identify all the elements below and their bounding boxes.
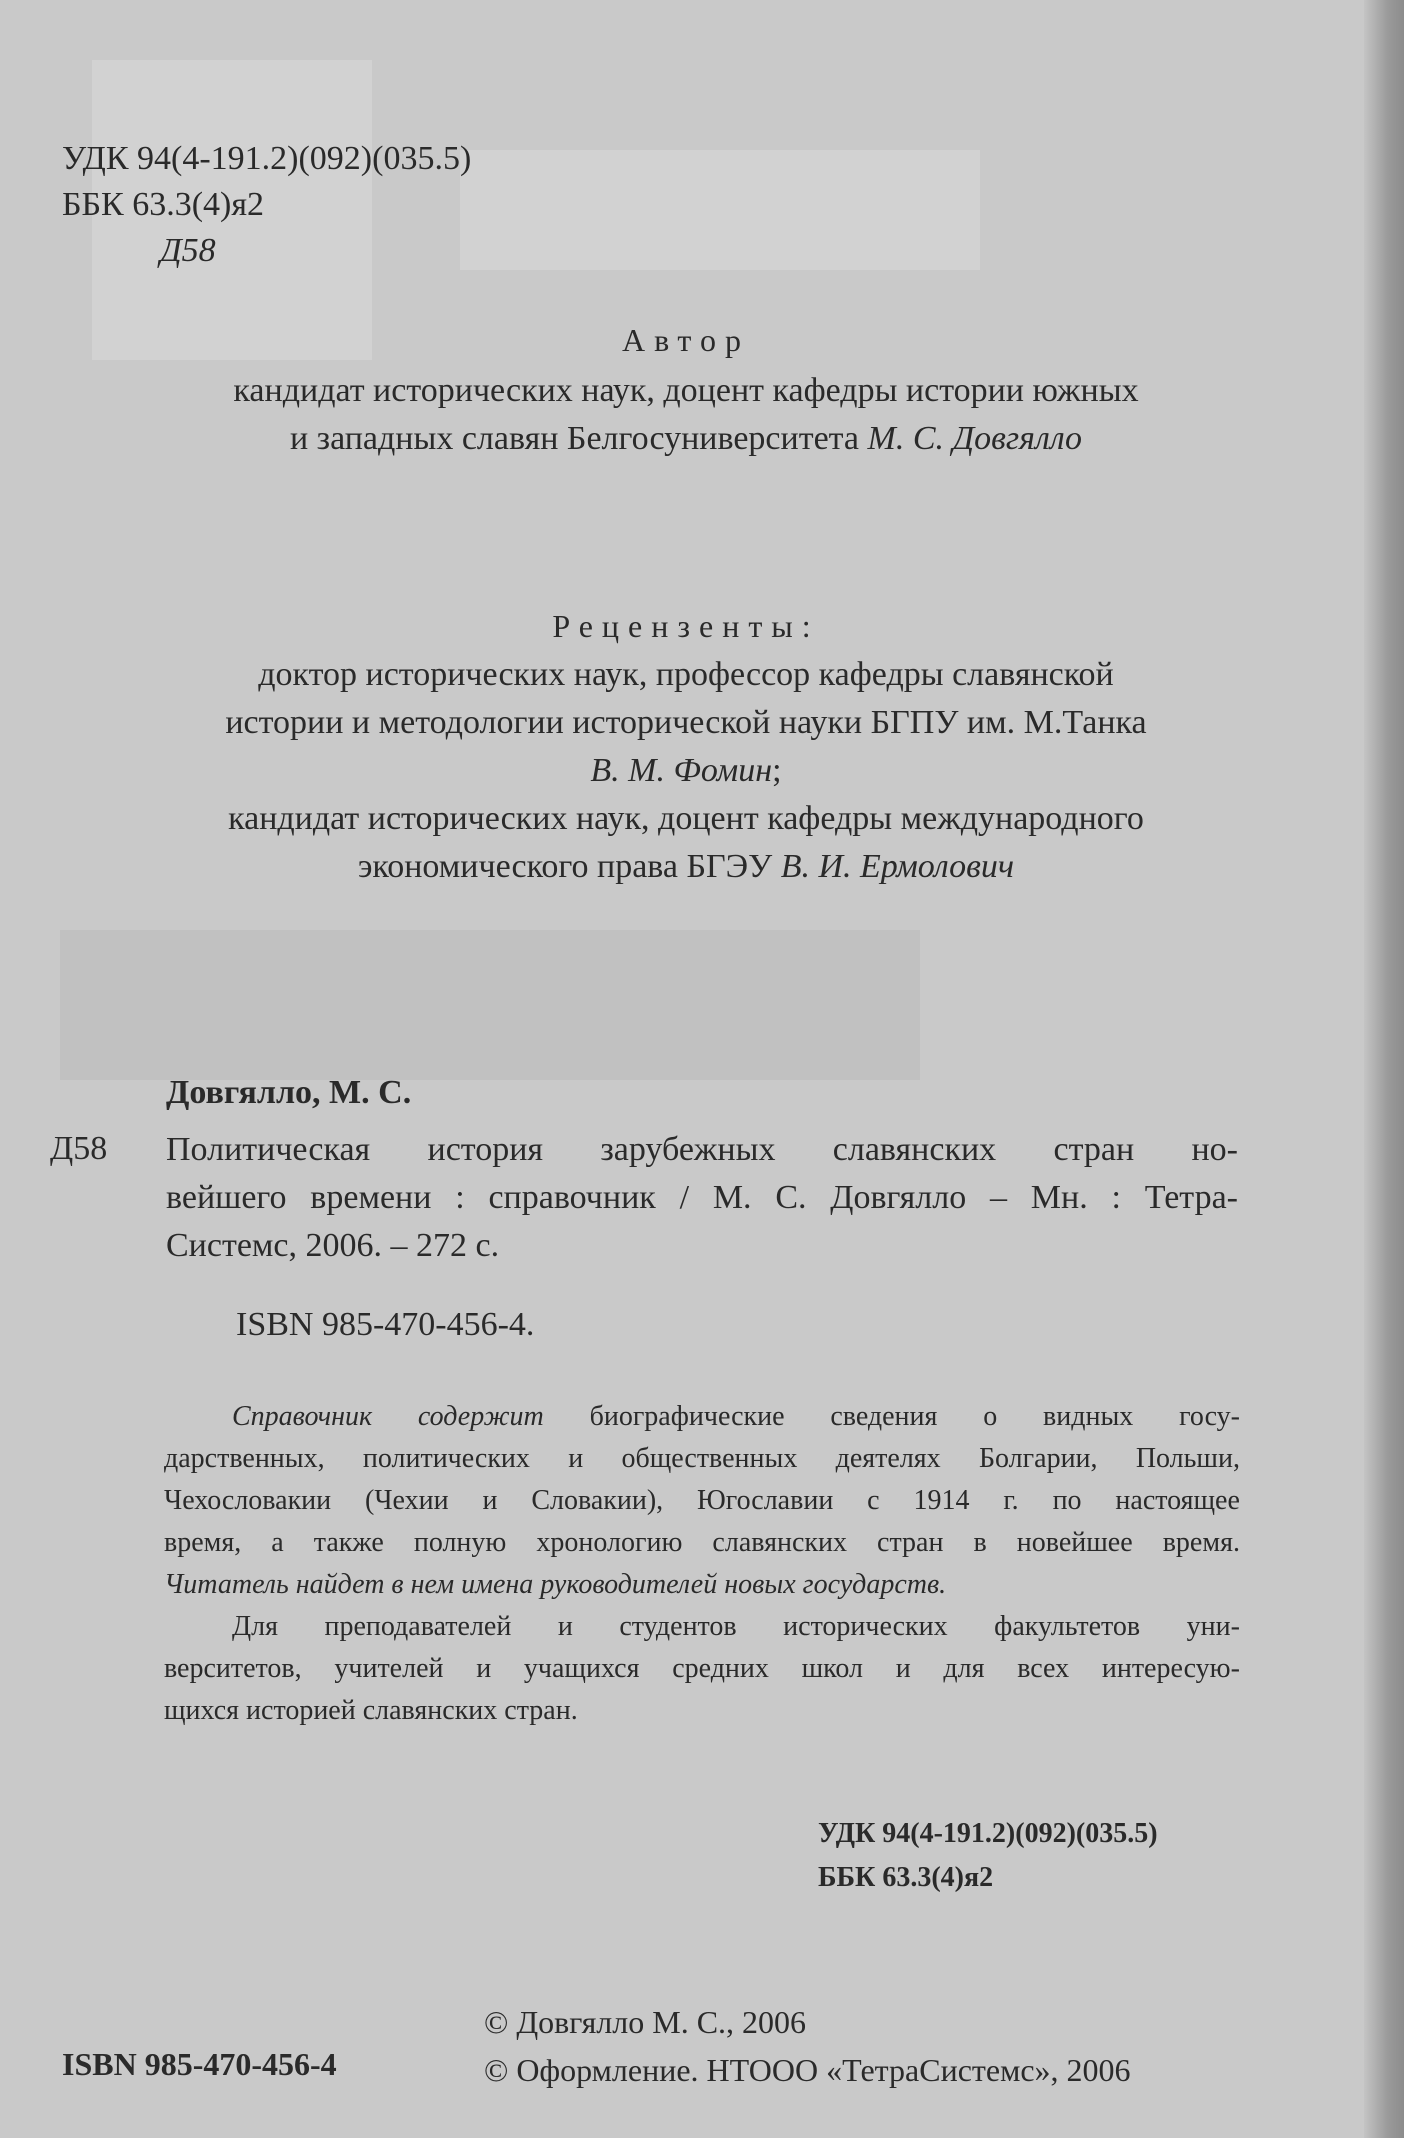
author-heading: Автор xyxy=(622,322,750,358)
catalog-isbn: ISBN 985-470-456-4. xyxy=(236,1306,535,1343)
word: Довгялло xyxy=(830,1179,967,1216)
word: настоящее xyxy=(1115,1485,1240,1516)
copyright-block xyxy=(484,1998,1131,2094)
word: Справочник xyxy=(232,1401,373,1432)
catalog-code: Д58 xyxy=(50,1130,108,1167)
bbk-code: ББК 63.3(4)я2 xyxy=(62,186,265,223)
word: Чехословакии xyxy=(164,1485,332,1516)
word: а xyxy=(271,1527,284,1558)
copyright-author: © Довгялло М. С., 2006 xyxy=(484,2004,807,2040)
word: биографические xyxy=(589,1401,785,1432)
word: уни- xyxy=(1186,1611,1240,1642)
word: история xyxy=(427,1131,544,1168)
word: Тетра- xyxy=(1144,1179,1238,1216)
author-affiliation: и западных славян Белгосуниверситета xyxy=(289,420,868,457)
text-line xyxy=(164,1438,1240,1480)
word: и xyxy=(476,1653,492,1684)
text-line xyxy=(164,1564,1240,1606)
reviewer-name-2: В. И. Ермолович xyxy=(780,848,1015,885)
word: справочник xyxy=(488,1179,656,1216)
reviewer-line-3 xyxy=(0,752,1372,790)
word: деятелях xyxy=(835,1443,941,1474)
annotation-paragraph-2 xyxy=(164,1606,1240,1732)
word: о xyxy=(983,1401,998,1432)
book-spine-shadow xyxy=(1364,0,1404,2138)
word: Болгарии, xyxy=(978,1443,1098,1474)
reviewer-name-1: В. М. Фомин xyxy=(590,752,773,789)
word: щихся историей славянских стран. xyxy=(164,1695,578,1726)
word: политических xyxy=(362,1443,530,1474)
word: Политическая xyxy=(166,1131,371,1168)
word: славянских xyxy=(712,1527,847,1558)
copyright-design: © Оформление. НТООО «ТетраСистемс», 2006 xyxy=(484,2052,1131,2088)
word: (Чехии xyxy=(365,1485,449,1516)
word: Читатель найдет в нем имена руководителей новых государств. xyxy=(164,1569,947,1600)
word: для xyxy=(943,1653,985,1684)
scan-shading xyxy=(460,150,980,270)
word: славянских xyxy=(832,1131,997,1168)
word: студентов xyxy=(619,1611,737,1642)
word: общественных xyxy=(621,1443,798,1474)
word: и xyxy=(557,1611,573,1642)
word: / xyxy=(679,1179,690,1216)
text-line xyxy=(166,1222,1238,1270)
word: но- xyxy=(1191,1131,1238,1168)
word: исторических xyxy=(783,1611,948,1642)
word: и xyxy=(482,1485,498,1516)
word: полную xyxy=(413,1527,507,1558)
word: стран xyxy=(1053,1131,1135,1168)
word: сведения xyxy=(830,1401,938,1432)
author-sign-code: Д58 xyxy=(160,232,216,269)
word: Югославии xyxy=(697,1485,834,1516)
text-line xyxy=(166,1126,1238,1174)
word: Мн. xyxy=(1030,1179,1088,1216)
annotation-paragraph-1 xyxy=(164,1396,1240,1606)
word: С. xyxy=(775,1179,807,1216)
bbk-code-footer: ББК 63.3(4)я2 xyxy=(818,1862,994,1893)
reviewer-name-punct: ; xyxy=(772,752,782,789)
reviewer-line-4: кандидат исторических наук, доцент кафедры международного xyxy=(228,800,1144,837)
classification-header xyxy=(62,136,471,274)
annotation xyxy=(164,1396,1240,1732)
reviewer-line-2: истории и методологии исторической науки БГПУ им. М.Танка xyxy=(225,704,1147,741)
word: Системс, 2006. – 272 с. xyxy=(166,1227,500,1264)
classification-footer xyxy=(818,1812,1158,1900)
word: : xyxy=(455,1179,465,1216)
word: учителей xyxy=(334,1653,444,1684)
word: дарственных, xyxy=(164,1443,325,1474)
word: в xyxy=(973,1527,987,1558)
text-line xyxy=(164,1690,1240,1732)
word: с xyxy=(867,1485,880,1516)
word: и xyxy=(895,1653,911,1684)
word: новейшее xyxy=(1016,1527,1133,1558)
word: Для xyxy=(232,1611,278,1642)
reviewers-heading: Рецензенты: xyxy=(552,608,820,644)
text-line xyxy=(164,1480,1240,1522)
word: стран xyxy=(877,1527,944,1558)
author-line-1: кандидат исторических наук, доцент кафедры истории южных xyxy=(233,372,1139,409)
word: Словакии), xyxy=(531,1485,664,1516)
word: госу- xyxy=(1179,1401,1240,1432)
word: средних xyxy=(672,1653,769,1684)
reviewer-affiliation-2: экономического права БГЭУ xyxy=(357,848,781,885)
word: видных xyxy=(1043,1401,1134,1432)
author-name: М. С. Довгялло xyxy=(867,420,1083,457)
text-line xyxy=(164,1648,1240,1690)
word: верситетов, xyxy=(164,1653,302,1684)
word: всех xyxy=(1017,1653,1070,1684)
reviewer-line-5 xyxy=(0,848,1372,886)
text-line xyxy=(164,1396,1240,1438)
word: : xyxy=(1111,1179,1121,1216)
word: 1914 xyxy=(913,1485,970,1516)
word: Польши, xyxy=(1135,1443,1240,1474)
word: хронологию xyxy=(536,1527,683,1558)
word: преподавателей xyxy=(324,1611,512,1642)
text-line xyxy=(166,1174,1238,1222)
text-line xyxy=(164,1606,1240,1648)
word: факультетов xyxy=(994,1611,1141,1642)
word: время. xyxy=(1162,1527,1240,1558)
word: зарубежных xyxy=(600,1131,776,1168)
word: по xyxy=(1052,1485,1082,1516)
word: учащихся xyxy=(523,1653,640,1684)
word: вейшего xyxy=(166,1179,287,1216)
word: содержит xyxy=(417,1401,544,1432)
word: также xyxy=(313,1527,384,1558)
reviewer-line-1: доктор исторических наук, профессор кафедры славянской xyxy=(258,656,1114,693)
udk-code: УДК 94(4-191.2)(092)(035.5) xyxy=(62,140,472,177)
catalog-description xyxy=(166,1126,1238,1270)
word: времени xyxy=(310,1179,432,1216)
word: г. xyxy=(1003,1485,1019,1516)
scan-shading xyxy=(60,930,920,1080)
word: – xyxy=(990,1179,1007,1216)
word: время, xyxy=(164,1527,242,1558)
author-line-2 xyxy=(0,420,1372,458)
word: М. xyxy=(712,1179,752,1216)
word: и xyxy=(568,1443,584,1474)
udk-code-footer: УДК 94(4-191.2)(092)(035.5) xyxy=(818,1818,1158,1849)
word: интересую- xyxy=(1101,1653,1240,1684)
isbn-footer: ISBN 985-470-456-4 xyxy=(62,2046,337,2082)
text-line xyxy=(164,1522,1240,1564)
word: школ xyxy=(801,1653,863,1684)
catalog-author: Довгялло, М. С. xyxy=(166,1074,412,1111)
